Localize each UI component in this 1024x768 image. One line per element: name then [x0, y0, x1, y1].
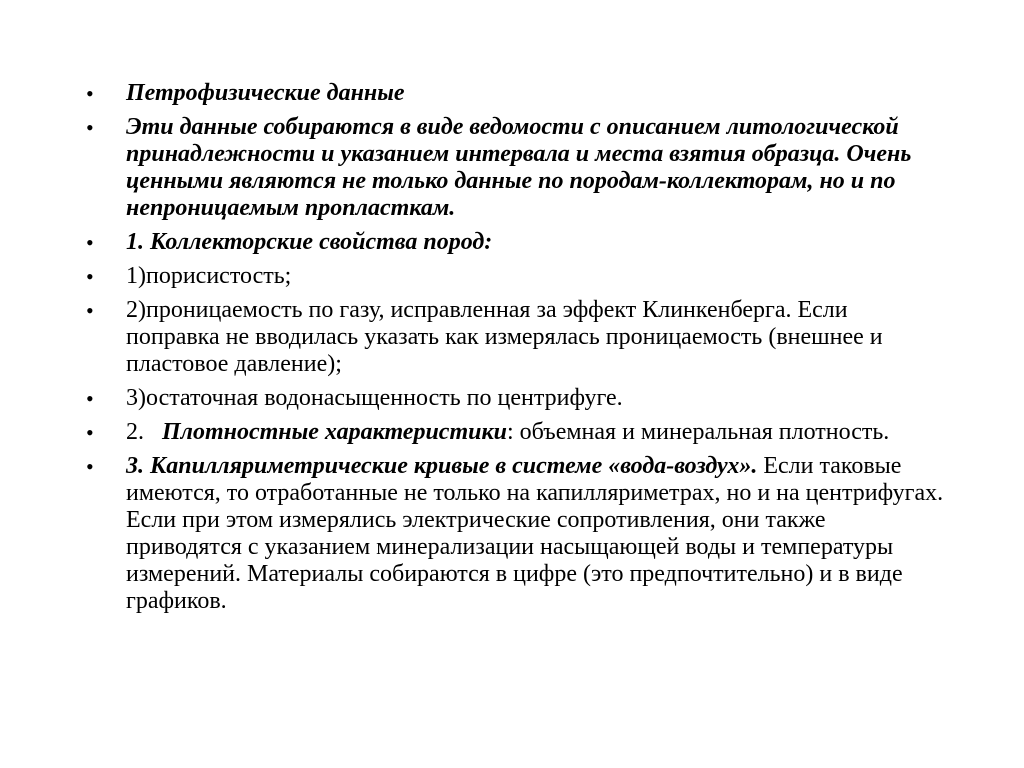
item-heading: Петрофизические данные [126, 80, 405, 106]
item-text: 3)остаточная водонасыщенность по центрифуге. [126, 385, 623, 411]
item-text: 1)порисистость; [126, 263, 292, 289]
list-item-capillary-curves [86, 453, 946, 615]
item-heading: 1. Коллекторские свойства пород: [126, 229, 493, 255]
bullet-icon: • [86, 264, 94, 289]
list-item-residual-water [86, 385, 946, 412]
item-rest: : объемная и минеральная плотность. [507, 419, 890, 445]
list-item-data-collection [86, 114, 946, 222]
item-prefix: 2. [126, 419, 162, 445]
bullet-icon: • [86, 386, 94, 411]
bullet-icon: • [86, 454, 94, 479]
bullet-icon: • [86, 298, 94, 323]
list-item-reservoir-properties [86, 229, 946, 256]
list-item-permeability [86, 297, 946, 378]
list-item-density [86, 419, 946, 446]
bullet-icon: • [86, 420, 94, 445]
item-text: Эти данные собираются в виде ведомости с описанием литологической принадлежности и указанием интервала и места взятия образца. Очень ценными являются не только данные по породам-коллекторам, но и по непроницаемым пропласткам. [126, 114, 912, 221]
list-item-petrophysical-data [86, 80, 946, 107]
item-heading: Плотностные характеристики [162, 419, 507, 445]
list-item-porosity [86, 263, 946, 290]
item-heading: 3. Капилляриметрические кривые в системе «вода-воздух». [126, 453, 758, 479]
item-text: 2)проницаемость по газу, исправленная за эффект Клинкенберга. Если поправка не вводилась указать как измерялась проницаемость (внешнее и пластовое давление); [126, 297, 883, 377]
bullet-icon: • [86, 115, 94, 140]
bullet-list [86, 80, 946, 622]
bullet-icon: • [86, 81, 94, 106]
item-rest: Если таковые имеются, то отработанные не только на капилляриметрах, но и на центрифугах. Если при этом измерялись электрические сопротивления, они также приводятся с указанием минерализации насыщающей воды и температуры измерений. Материалы собираются в цифре (это предпочтительно) и в виде графиков. [126, 453, 944, 614]
bullet-icon: • [86, 230, 94, 255]
